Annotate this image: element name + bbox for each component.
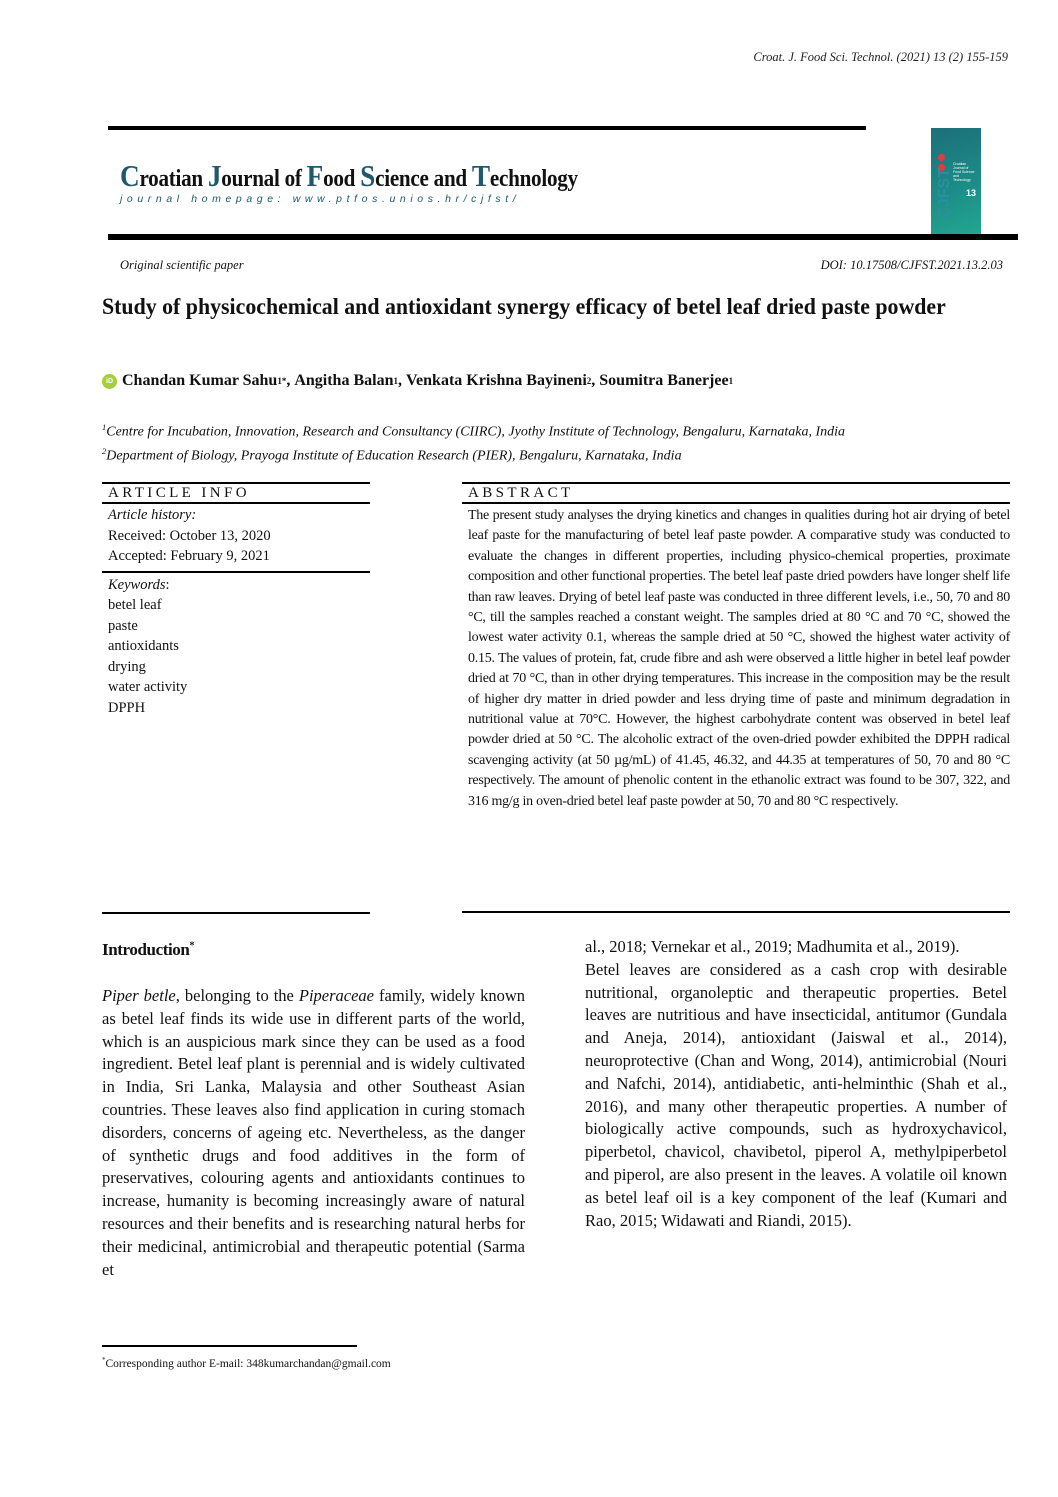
introduction-column-1 xyxy=(102,985,525,1281)
article-info-heading: ARTICLE INFO xyxy=(108,485,250,501)
affiliation xyxy=(102,442,845,466)
journal-name-cap: T xyxy=(471,158,490,193)
affiliation-sup: 1 xyxy=(102,422,107,432)
affiliation-text: Centre for Incubation, Innovation, Research and Consultancy (CIIRC), Jyothy Institute of Technology, Bengaluru, Karnataka, India xyxy=(106,424,846,440)
keyword-item: betel leaf xyxy=(108,597,162,613)
keyword-item: paste xyxy=(108,617,138,634)
introduction-heading-sup: * xyxy=(189,940,195,952)
journal-name-part: ood xyxy=(323,166,361,192)
journal-name-cap: C xyxy=(120,158,140,193)
article-history-label: Article history: xyxy=(108,507,197,523)
header-rule-top xyxy=(108,126,866,130)
journal-name-cap: F xyxy=(306,158,324,193)
abstract-text: The present study analyses the drying kinetics and changes in qualities during hot air drying of betel leaf paste for the manufacturing of betel leaf paste powder. A comparative study was conducted to evaluate the changes in different properties, including physico-chemical properties, proximate composition and other functional properties. The betel leaf paste dried powders have longer shelf life than raw leaves. Drying of betel leaf paste was conducted in three different levels, i.e., 50, 70 and 80 °C, till the samples reached a constant weight. The samples dried at 80 °C and 70 °C, showed the lowest water activity 0.1, whereas the sample dried at 50 °C, showed the highest water activity of 0.15. The values of protein, fat, crude fibre and ash were observed a little higher in betel leaf powder dried at 70 °C, than in other drying temperatures. This increase in the composition may be the result of higher dry matter in dried powder and less drying time of paste and minimum degradation in nutritional value at 70°C. However, the highest carbohydrate content was observed in betel leaf powder dried at 50 °C. The alcoholic extract of the oven-dried powder exhibited the DPPH radical scavenging activity (at 50 µg/mL) of 41.45, 46.32, and 44.35 at temperatures of 50, 70 and 80 °C respectively. The amount of phenolic content in the ethanolic extract was found to be 307, 322, and 316 mg/g in oven-dried betel leaf paste powder at 50, 70 and 80 °C respectively. xyxy=(468,508,1010,809)
footnote-rule xyxy=(102,1345,357,1347)
journal-name-part: cience and xyxy=(375,166,472,192)
divider xyxy=(102,912,370,914)
author-sup: 1 xyxy=(393,376,398,386)
footnote-sup: * xyxy=(102,1356,106,1364)
abstract-heading: ABSTRACT xyxy=(468,485,574,501)
keywords-label: Keywords xyxy=(108,576,166,593)
species-name: Piper betle xyxy=(102,986,176,1005)
keyword-item: antioxidants xyxy=(108,638,179,654)
journal-citation: Croat. J. Food Sci. Technol. (2021) 13 (2) 155-159 xyxy=(753,50,1008,64)
cover-logo: CJFST xyxy=(936,168,953,219)
affiliations xyxy=(102,418,845,465)
affiliation-sup: 2 xyxy=(102,445,107,456)
journal-name-part: echnology xyxy=(489,166,578,192)
author-separator: , xyxy=(591,372,600,389)
affiliation-text: Department of Biology, Prayoga Institute of Education Research (PIER), Bengaluru, Karnataka, India xyxy=(106,448,682,464)
footnote-text: Corresponding author E-mail: 348kumarchandan@gmail.com xyxy=(105,1357,391,1370)
doi-link[interactable]: DOI: 10.17508/CJFST.2021.13.2.03 xyxy=(820,258,1003,272)
author-sup: 2 xyxy=(586,376,592,386)
introduction-heading-text: Introduction xyxy=(102,940,190,959)
article-info-panel xyxy=(102,482,370,908)
received-date: Received: October 13, 2020 xyxy=(108,527,271,544)
author-separator: , xyxy=(286,372,295,389)
paragraph: Betel leaves are considered as a cash crop with desirable nutritional, organoleptic and therapeutic properties. Betel leaves are nutritious and have insecticidal, antitumor (Gundala and Aneja, 2014), antioxidant (Jaiswal et al., 2014), neuroprotective (Chan and Wong, 2014), antimicrobial (Nouri and Nafchi, 2014), antidiabetic, anti-helminthic (Shah et al., 2016), and many other therapeutic properties. A number of biologically active compounds, such as hydroxychavicol, piperbetol, chavicol, chavibetol, piperol A, methylpiperbetol and piperol, are also present in the leaves. A volatile oil known as betel leaf oil is a key component of the leaf (Kumari and Rao, 2015; Widawati and Riandi, 2015). xyxy=(585,959,1007,1230)
cover-volume: 13 xyxy=(965,188,976,198)
keywords-colon: : xyxy=(165,576,170,593)
corresponding-author-footnote xyxy=(102,1356,391,1370)
article-title: Study of physicochemical and antioxidant synergy efficacy of betel leaf dried paste powder xyxy=(102,294,946,320)
article-history xyxy=(102,504,370,571)
cover-title: Croatian Journal of Food Science and Technology xyxy=(953,162,975,182)
keyword-item: DPPH xyxy=(108,699,146,716)
introduction-heading xyxy=(102,940,194,960)
spacer xyxy=(102,722,370,908)
author-name: Venkata Krishna Bayineni xyxy=(405,372,587,389)
journal-name xyxy=(120,158,578,194)
family-name: Piperaceae xyxy=(298,986,375,1005)
paper-type: Original scientific paper xyxy=(120,258,244,272)
author-sup: 1 xyxy=(728,376,734,386)
journal-name-part: ournal of xyxy=(221,166,307,192)
journal-homepage-link[interactable]: journal homepage: www.ptfos.unios.hr/cjfst/ xyxy=(120,193,521,205)
author-sup: 1* xyxy=(277,376,287,386)
author-separator: , xyxy=(397,372,406,389)
keyword-item: drying xyxy=(108,658,146,675)
affiliation xyxy=(102,418,845,442)
cover-dot-icon xyxy=(938,154,945,161)
journal-name-cap: J xyxy=(207,158,222,193)
author-name: Angitha Balan xyxy=(294,372,394,389)
divider xyxy=(462,911,1010,913)
author-name: Soumitra Banerjee xyxy=(599,372,729,389)
header-rule-bottom xyxy=(108,234,1018,240)
author-list xyxy=(102,372,733,390)
journal-name-cap: S xyxy=(360,158,376,193)
orcid-icon[interactable]: iD xyxy=(102,374,117,389)
author-name: Chandan Kumar Sahu xyxy=(122,372,278,389)
keyword-item: water activity xyxy=(108,679,188,695)
keywords-section xyxy=(102,573,370,723)
abstract-panel xyxy=(462,482,1010,812)
paragraph-text: , belonging to the xyxy=(175,986,299,1005)
introduction-column-2 xyxy=(585,936,1007,1232)
journal-cover-image xyxy=(931,128,981,234)
paragraph: al., 2018; Vernekar et al., 2019; Madhumita et al., 2019). xyxy=(585,937,960,956)
journal-name-part: roatian xyxy=(139,166,208,192)
paragraph xyxy=(102,985,525,1281)
accepted-date: Accepted: February 9, 2021 xyxy=(108,548,270,564)
paragraph-text: family, widely known as betel leaf finds its wide use in different parts of the world, which is an auspicious mark since they can be used as a food ingredient. Betel leaf plant is perennial and is widely cultivated in India, Sri Lanka, Malaysia and other Southeast Asian countries. These leaves also find application in curing stomach disorders, concerns of ageing etc. Nevertheless, as the danger of synthetic drugs and food additives in the form of preservatives, colouring agents and antioxidants continues to increase, humanity is becoming increasingly aware of natural resources and their benefits and is researching natural herbs for their medicinal, antimicrobial and therapeutic potential (Sarma et xyxy=(102,986,525,1279)
